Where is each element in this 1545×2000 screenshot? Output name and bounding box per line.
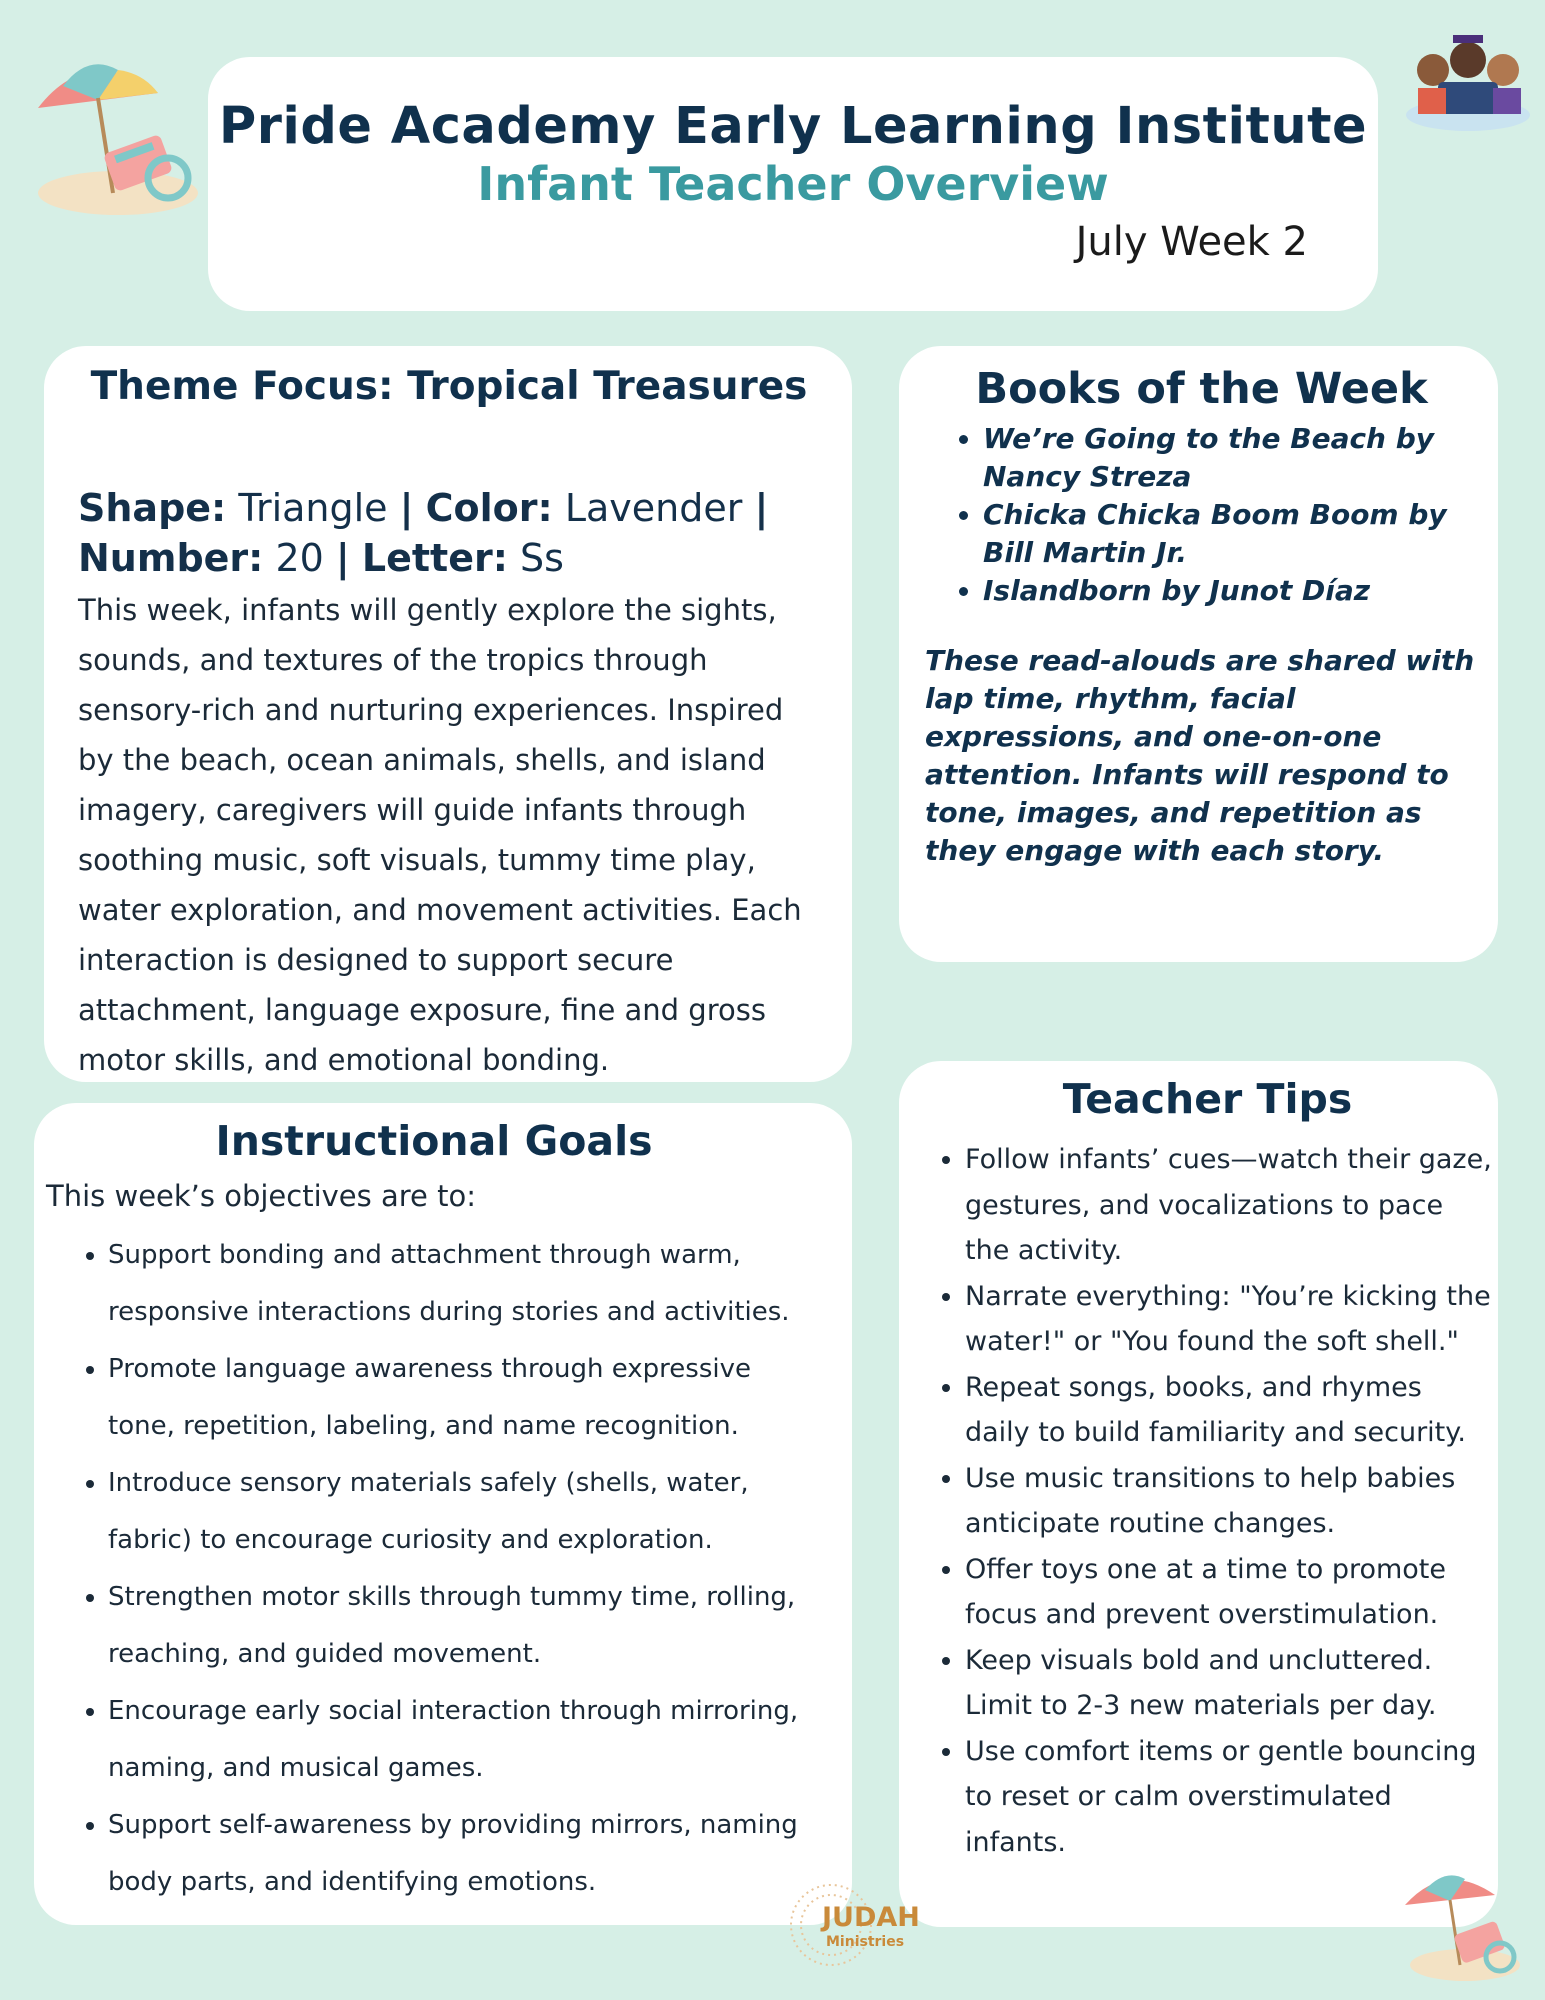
list-item: • Chicka Chicka Boom Boom by Bill Martin Jr.: [983, 496, 1478, 572]
list-item: • Support self-awareness by providing mirrors, naming body parts, and identifying emotions.: [108, 1797, 822, 1911]
list-item: • Use music transitions to help babies anticipate routine changes.: [965, 1456, 1492, 1547]
books-note: These read-alouds are shared with lap time, rhythm, facial expressions, and one-on-one attention. Infants will respond to tone, images, and repetition as they engage with each story.: [925, 644, 1475, 867]
books-list: [925, 420, 1478, 610]
tips-heading: Teacher Tips: [1062, 1075, 1353, 1123]
letter-value: Ss: [520, 536, 564, 580]
shape-value: Triangle: [238, 486, 388, 530]
list-item: • Offer toys one at a time to promote focus and prevent overstimulation.: [965, 1547, 1492, 1638]
separator: |: [335, 536, 350, 580]
color-value: Lavender: [564, 486, 743, 530]
theme-heading: Theme Focus: Tropical Treasures: [90, 364, 808, 409]
list-item: • We’re Going to the Beach by Nancy Streza: [983, 420, 1478, 496]
list-item: • Promote language awareness through expressive tone, repetition, labeling, and name recognition.: [108, 1341, 822, 1455]
judah-ministries-logo: [786, 1880, 926, 1970]
color-label: Color:: [425, 486, 553, 530]
goals-intro: This week’s objectives are to:: [46, 1179, 476, 1213]
number-value: 20: [275, 536, 324, 580]
list-item: • Islandborn by Junot Díaz: [983, 572, 1478, 610]
beach-umbrella-chair-icon: [1395, 1865, 1525, 1985]
beach-umbrella-chair-icon: [18, 48, 208, 218]
header-card: [208, 57, 1378, 311]
theme-specs: [78, 483, 820, 583]
list-item: • Support bonding and attachment through warm, responsive interactions during stories and activities.: [108, 1227, 822, 1341]
page-subtitle: Infant Teacher Overview: [477, 157, 1109, 211]
list-item: • Encourage early social interaction through mirroring, naming, and musical games.: [108, 1683, 822, 1797]
kids-academy-logo-icon: [1398, 20, 1538, 135]
list-item: • Follow infants’ cues—watch their gaze, gestures, and vocalizations to pace the activity.: [965, 1137, 1492, 1274]
week-label: July Week 2: [1075, 219, 1308, 265]
tips-card: [899, 1061, 1498, 1927]
books-heading: Books of the Week: [975, 364, 1428, 414]
separator: |: [399, 486, 414, 530]
list-item: • Introduce sensory materials safely (shells, water, fabric) to encourage curiosity and exploration.: [108, 1455, 822, 1569]
goals-card: [34, 1103, 852, 1925]
separator: |: [754, 486, 769, 530]
theme-description: This week, infants will gently explore the sights, sounds, and textures of the tropics through sensory-rich and nurturing experiences. Inspired by the beach, ocean animals, shells, and island imagery, caregivers will guide infants through soothing music, soft visuals, tummy time play, water exploration, and movement activities. Each interaction is designed to support secure attachment, language exposure, fine and gross motor skills, and emotional bonding.: [78, 593, 802, 1077]
list-item: • Use comfort items or gentle bouncing to reset or calm overstimulated infants.: [965, 1729, 1492, 1866]
shape-label: Shape:: [78, 486, 227, 530]
books-card: [899, 346, 1498, 962]
logo-sub: Ministries: [826, 1934, 905, 1950]
letter-label: Letter:: [361, 536, 508, 580]
list-item: • Repeat songs, books, and rhymes daily to build familiarity and security.: [965, 1365, 1492, 1456]
list-item: • Narrate everything: "You’re kicking the water!" or "You found the soft shell.": [965, 1274, 1492, 1365]
goals-list: [46, 1227, 822, 1911]
tips-list: [923, 1137, 1492, 1865]
goals-heading: Instructional Goals: [215, 1117, 653, 1165]
list-item: • Strengthen motor skills through tummy time, rolling, reaching, and guided movement.: [108, 1569, 822, 1683]
theme-card: [44, 346, 852, 1082]
number-label: Number:: [78, 536, 264, 580]
list-item: • Keep visuals bold and uncluttered. Limit to 2-3 new materials per day.: [965, 1638, 1492, 1729]
logo-name: JUDAH: [822, 1902, 920, 1933]
page-title: Pride Academy Early Learning Institute: [218, 97, 1368, 156]
